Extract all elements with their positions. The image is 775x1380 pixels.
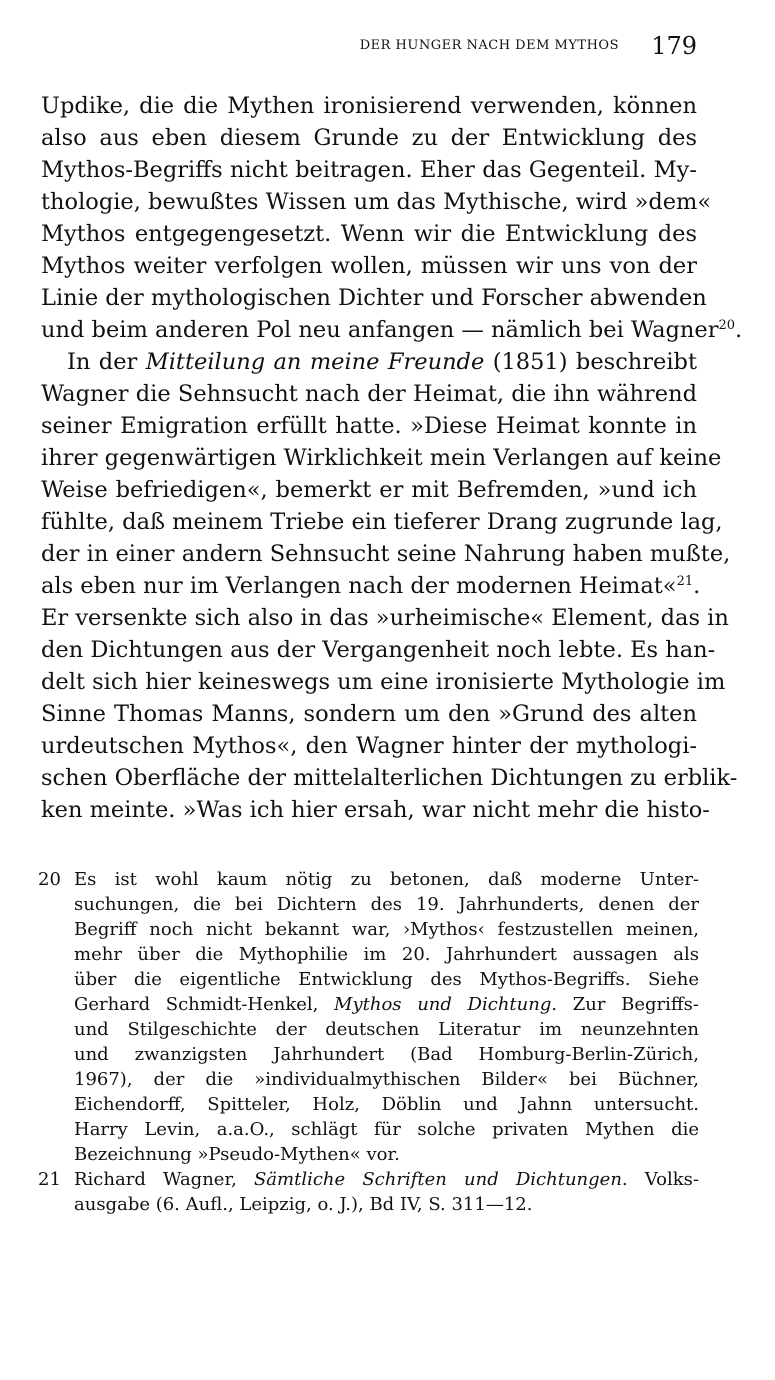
- body-line-text: In der: [67, 349, 138, 375]
- page-number: 179: [651, 32, 697, 60]
- body-text: [41, 90, 743, 826]
- running-title: DER HUNGER NACH DEM MYTHOS: [359, 38, 619, 53]
- body-line: [41, 346, 697, 378]
- footnote-line: suchungen, die bei Dichtern des 19. Jahrhunderts, denen der: [74, 894, 699, 915]
- body-line: fühlte, daß meinem Triebe ein tieferer Drang zugrunde lag,: [41, 509, 723, 535]
- footnote-number: 20: [38, 869, 61, 890]
- body-line: der in einer andern Sehnsucht seine Nahrung haben mußte,: [41, 541, 731, 567]
- body-line: thologie, bewußtes Wissen um das Mythische, wird »dem«: [41, 189, 712, 215]
- body-line: Er versenkte sich also in das »urheimische« Element, das in: [41, 605, 729, 631]
- body-line-punct: .: [693, 573, 701, 599]
- footnote-line: mehr über die Mythophilie im 20. Jahrhundert aussagen als: [74, 944, 699, 965]
- footnote-ref-21: 21: [676, 574, 694, 589]
- body-line: ihrer gegenwärtigen Wirklichkeit mein Verlangen auf keine: [41, 445, 722, 471]
- footnote-line: [74, 1167, 699, 1192]
- footnote-line-text: Gerhard Schmidt-Henkel,: [74, 994, 319, 1015]
- footnote-line: [74, 992, 699, 1017]
- body-line: schen Oberfläche der mittelalterlichen Dichtungen zu erblik-: [41, 765, 738, 791]
- footnote-20: [38, 867, 699, 1167]
- footnote-line: Begriff noch nicht bekannt war, ›Mythos‹ festzustellen meinen,: [74, 919, 699, 940]
- body-line: ken meinte. »Was ich hier ersah, war nicht mehr die histo-: [41, 797, 710, 823]
- footnote-line-text: . Zur Begriffs-: [551, 994, 699, 1015]
- footnote-line: 1967), der die »individualmythischen Bilder« bei Büchner,: [74, 1069, 699, 1090]
- footnotes: [38, 867, 699, 1217]
- body-line: Updike, die die Mythen ironisierend verwenden, können: [41, 93, 697, 119]
- footnote-line: ausgabe (6. Aufl., Leipzig, o. J.), Bd IV, S. 311—12.: [74, 1194, 533, 1215]
- body-line: seiner Emigration erfüllt hatte. »Diese Heimat konnte in: [41, 413, 697, 439]
- body-line-text: und beim anderen Pol neu anfangen — nämlich bei Wagner: [41, 317, 719, 343]
- footnote-line-text: . Volks-: [621, 1169, 699, 1190]
- body-line: Weise befriedigen«, bemerkt er mit Befremden, »und ich: [41, 477, 697, 503]
- footnote-line: Harry Levin, a.a.O., schlägt für solche privaten Mythen die: [74, 1119, 699, 1140]
- footnote-ref-20: 20: [718, 318, 736, 333]
- footnote-line: Eichendorff, Spitteler, Holz, Döblin und Jahnn untersucht.: [74, 1094, 699, 1115]
- body-line: [41, 314, 743, 346]
- footnote-21: [38, 1167, 699, 1217]
- body-line: Mythos weiter verfolgen wollen, müssen wir uns von der: [41, 253, 697, 279]
- body-line: Wagner die Sehnsucht nach der Heimat, die ihn während: [41, 381, 697, 407]
- footnote-line-text: Richard Wagner,: [74, 1169, 237, 1190]
- footnote-line: über die eigentliche Entwicklung des Mythos-Begriffs. Siehe: [74, 969, 699, 990]
- book-title: Mitteilung an meine Freunde: [145, 349, 485, 375]
- footnote-line: und Stilgeschichte der deutschen Literatur im neunzehnten: [74, 1019, 699, 1040]
- footnote-number: 21: [38, 1169, 61, 1190]
- footnote-line: und zwanzigsten Jahrhundert (Bad Homburg-Berlin-Zürich,: [74, 1044, 699, 1065]
- body-line: Sinne Thomas Manns, sondern um den »Grund des alten: [41, 701, 697, 727]
- body-line: Mythos-Begriffs nicht beitragen. Eher das Gegenteil. My-: [41, 157, 697, 183]
- book-title: Mythos und Dichtung: [334, 994, 552, 1015]
- body-line: delt sich hier keineswegs um eine ironisierte Mythologie im: [41, 669, 726, 695]
- body-line: Linie der mythologischen Dichter und Forscher abwenden: [41, 285, 707, 311]
- book-title: Sämtliche Schriften und Dichtungen: [253, 1169, 622, 1190]
- body-line: also aus eben diesem Grunde zu der Entwicklung des: [41, 125, 697, 151]
- body-line-text: (1851) beschreibt: [492, 349, 698, 375]
- body-line: Mythos entgegengesetzt. Wenn wir die Entwicklung des: [41, 221, 697, 247]
- running-head: [41, 32, 703, 62]
- body-line: den Dichtungen aus der Vergangenheit noch lebte. Es han-: [41, 637, 716, 663]
- footnote-line: Es ist wohl kaum nötig zu betonen, daß moderne Unter-: [74, 869, 699, 890]
- body-line-punct: .: [735, 317, 743, 343]
- footnote-line: Bezeichnung »Pseudo-Mythen« vor.: [74, 1144, 400, 1165]
- body-line-text: als eben nur im Verlangen nach der modernen Heimat«: [41, 573, 677, 599]
- body-line: urdeutschen Mythos«, den Wagner hinter der mythologi-: [41, 733, 697, 759]
- body-line: [41, 570, 701, 602]
